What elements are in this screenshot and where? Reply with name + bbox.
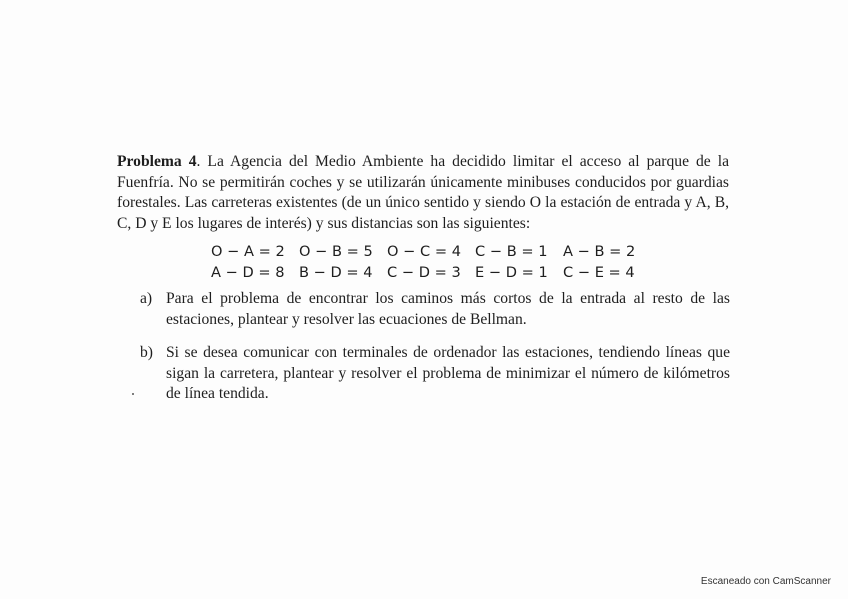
scanner-watermark: Escaneado con CamScanner bbox=[700, 576, 831, 587]
distance-a-d: A − D = 8 bbox=[211, 263, 285, 281]
problem-text: . La Agencia del Medio Ambiente ha decidido limitar el acceso al parque de la Fuenfría. No se permitirán coches y se utilizarán únicamente minibuses conducidos por guardias forestales. Las carreteras existentes (de un único sentido y siendo O la estación de entrada y A, B, C, D y E los lugares de interés) y sus distancias son las siguientes: bbox=[117, 153, 729, 232]
distance-a-b: A − B = 2 bbox=[563, 243, 636, 260]
distance-b-d: B − D = 4 bbox=[299, 263, 373, 281]
distance-row-2 bbox=[211, 263, 651, 284]
question-b-marker: b) bbox=[140, 344, 153, 361]
distance-table bbox=[211, 242, 651, 283]
distance-o-c: O − C = 4 bbox=[387, 243, 461, 260]
problem-label: Problema 4 bbox=[117, 153, 197, 170]
question-b-text: Si se desea comunicar con terminales de ordenador las estaciones, tendiendo líneas que sigan la carretera, plantear y resolver el problema de minimizar el número de kilómetros de línea tendida. bbox=[166, 344, 730, 402]
distance-o-a: O − A = 2 bbox=[211, 243, 285, 260]
distance-c-d: C − D = 3 bbox=[387, 263, 461, 281]
distance-c-e: C − E = 4 bbox=[563, 263, 635, 281]
distance-row-1 bbox=[211, 242, 651, 263]
distance-c-b: C − B = 1 bbox=[475, 243, 548, 260]
question-a bbox=[140, 289, 730, 330]
distance-o-b: O − B = 5 bbox=[299, 243, 373, 260]
question-a-text: Para el problema de encontrar los caminos más cortos de la entrada al resto de las estaciones, plantear y resolver las ecuaciones de Bellman. bbox=[166, 290, 730, 328]
distance-e-d: E − D = 1 bbox=[475, 263, 548, 281]
problem-statement bbox=[117, 152, 729, 234]
question-b bbox=[140, 343, 730, 405]
scan-speck bbox=[132, 393, 134, 395]
question-a-marker: a) bbox=[140, 290, 153, 307]
